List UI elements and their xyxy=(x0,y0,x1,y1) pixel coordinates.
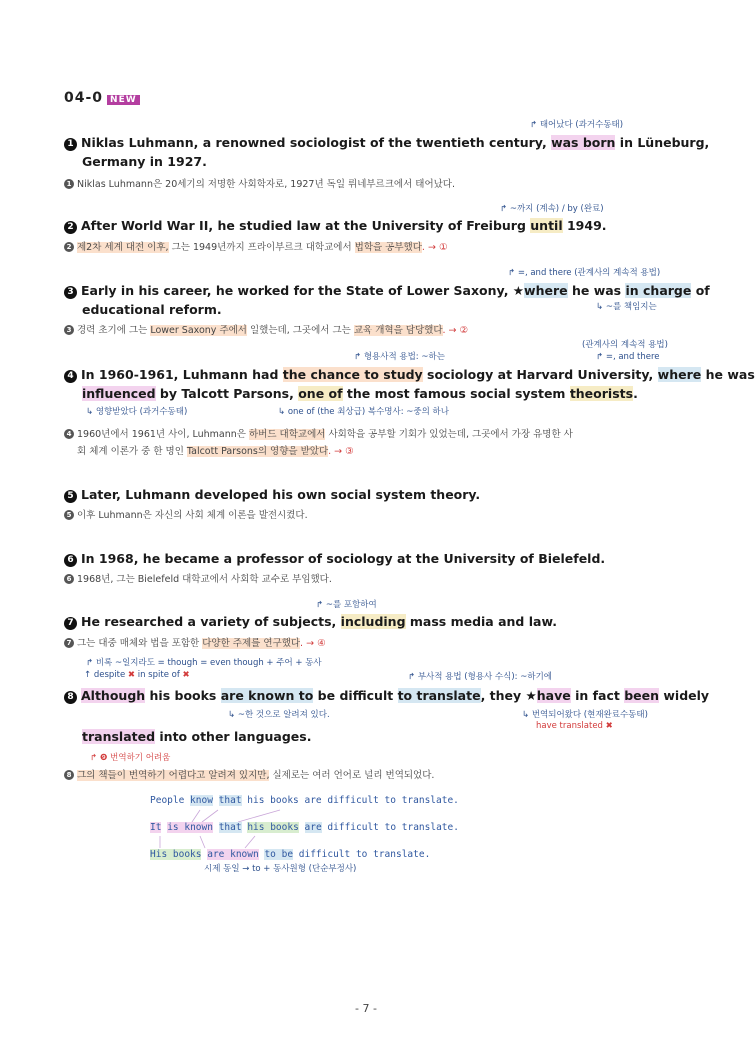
d1-sp xyxy=(213,795,219,806)
s2-line xyxy=(64,218,607,234)
s4-line2 xyxy=(82,386,638,401)
s8-note7: ↱ ❾ 번역하기 어려움 xyxy=(90,753,171,763)
d2-that: that xyxy=(218,822,242,833)
s8-note2-x1: ✖ xyxy=(127,670,136,680)
s3-k-number: 3 xyxy=(64,325,74,335)
s8-have: have xyxy=(536,688,571,703)
s5-line xyxy=(64,487,480,503)
s3-text-a: Early in his career, he worked for the State of Lower Saxony, ★ xyxy=(81,283,525,298)
s8-k-number: 8 xyxy=(64,770,74,780)
s8-note6-a: have translated xyxy=(536,721,606,731)
s4-one-of: one of xyxy=(298,386,343,401)
s8-text-d: be difficult xyxy=(313,688,398,703)
new-badge: NEW xyxy=(107,95,140,105)
s8-note6 xyxy=(536,721,613,731)
s8-number: 8 xyxy=(64,691,77,704)
s8-note5: ↳ 번역되어왔다 (현재완료수동태) xyxy=(522,710,648,720)
s4-note-e: ↳ one of (the 최상급) 복수명사: ~중의 하나 xyxy=(278,407,449,417)
s8-are-known-to: are known to xyxy=(220,688,314,703)
s4-influenced: influenced xyxy=(82,386,156,401)
s8-note2 xyxy=(84,670,190,680)
s7-line xyxy=(64,614,557,630)
s8-although: Although xyxy=(81,688,146,703)
s6-number: 6 xyxy=(64,554,77,567)
d1-rest: his books are difficult to translate. xyxy=(241,795,459,806)
s4-note-c: ↱ =, and there xyxy=(596,352,660,362)
s1-was-born: was born xyxy=(551,135,616,150)
s2-ko-b: 그는 1949년까지 프라이부르크 대학교에서 xyxy=(168,242,355,253)
s2-number: 2 xyxy=(64,221,77,234)
s3-ko-c: 일했는데, 그곳에서 그는 xyxy=(246,325,354,336)
diagram-row2 xyxy=(150,822,459,833)
s8-note1: ↱ 비록 ~일지라도 = though = even though + 주어 + 동사 xyxy=(86,658,322,668)
s8-note3: ↱ 부사적 용법 (형용사 수식): ~하기에 xyxy=(408,672,552,682)
s7-ko-a: 그는 대중 매체와 법을 포함한 xyxy=(77,638,203,649)
d1-people: People xyxy=(150,795,191,806)
s5-korean-text: 이후 Luhmann은 자신의 사회 체계 이론을 발전시켰다. xyxy=(77,510,308,521)
s2-ko-c: 법학을 공부했다 xyxy=(354,242,422,253)
s3-note1: ↱ =, and there (관계사의 계속적 용법) xyxy=(508,268,661,278)
s8-ko-a: 그의 책들이 번역하기 어렵다고 알려져 있지만, xyxy=(77,770,270,781)
s4-note-d: ↳ 영향받았다 (과거수동태) xyxy=(86,407,188,417)
s8-text-j: widely xyxy=(659,688,710,703)
s6-korean xyxy=(64,571,332,585)
s8-line2 xyxy=(82,729,311,744)
s4-note-a: ↱ 형용사적 용법: ~하는 xyxy=(354,352,445,362)
s7-ko-c: . → ④ xyxy=(300,638,326,649)
s1-line1 xyxy=(64,135,709,151)
s4-text-c: sociology at Harvard University, xyxy=(422,367,658,382)
s1-note: ↱ 태어났다 (과거수동태) xyxy=(530,120,624,130)
s4-theorists: theorists xyxy=(569,386,634,401)
s2-ko-a: 제2차 세계 대전 이후, xyxy=(77,242,169,253)
s4-text-i: the most famous social system xyxy=(342,386,570,401)
lesson-code-text: 04-0 xyxy=(64,90,104,106)
s1-korean xyxy=(64,176,455,190)
s4-ko2-a: 회 체계 이론가 중 한 명인 xyxy=(77,446,187,457)
d2-are: are xyxy=(304,822,322,833)
s5-k-number: 5 xyxy=(64,510,74,520)
d2-it: It xyxy=(150,822,162,833)
s8-been: been xyxy=(624,688,660,703)
s5-text: Later, Luhmann developed his own social system theory. xyxy=(81,487,481,502)
s8-text-l2b: into other languages. xyxy=(155,729,312,744)
s8-ko-b: 실제로는 여러 언어로 널리 번역되었다. xyxy=(269,770,435,781)
d2-is-known: is known xyxy=(167,822,213,833)
s8-text-f: , they ★ xyxy=(480,688,537,703)
d1-that: that xyxy=(218,795,242,806)
s7-note: ↱ ~를 포함하여 xyxy=(316,600,377,610)
diagram-note: 시제 동일 → to + 동사원형 (단순부정사) xyxy=(204,864,357,874)
s1-text-a: Niklas Luhmann, a renowned sociologist of the twentieth century, xyxy=(81,135,552,150)
s3-note2: ↳ ~를 책임지는 xyxy=(596,302,657,312)
d3-are-known: are known xyxy=(207,849,259,860)
s3-line2: educational reform. xyxy=(82,302,222,317)
s8-note2-a: ↑ despite xyxy=(84,670,128,680)
s8-text-h: in fact xyxy=(570,688,625,703)
s8-note2-c: in spite of xyxy=(135,670,183,680)
s7-k-number: 7 xyxy=(64,638,74,648)
d3-his-books: His books xyxy=(150,849,202,860)
s3-text-e: of xyxy=(691,283,710,298)
s1-line2: Germany in 1927. xyxy=(82,154,207,169)
s6-text: In 1968, he became a professor of sociology at the University of Bielefeld. xyxy=(81,551,606,566)
s3-text-c: he was xyxy=(567,283,626,298)
s7-including: including xyxy=(340,614,406,629)
page-number: - 7 - xyxy=(355,1002,377,1015)
s3-ko-a: 경력 초기에 그는 xyxy=(77,325,151,336)
s4-text-a: In 1960-1961, Luhmann had xyxy=(81,367,283,382)
s2-text-a: After World War II, he studied law at the University of Freiburg xyxy=(81,218,531,233)
s4-korean2 xyxy=(77,443,354,457)
s5-korean xyxy=(64,507,308,521)
s2-k-number: 2 xyxy=(64,242,74,252)
s8-note6-x: ✖ xyxy=(605,721,613,731)
s2-until: until xyxy=(530,218,563,233)
s2-text-c: 1949. xyxy=(562,218,607,233)
s8-korean xyxy=(64,767,434,781)
s8-line1 xyxy=(64,688,709,704)
s4-note-b: (관계사의 계속적 용법) xyxy=(582,340,668,350)
s8-note2-x2: ✖ xyxy=(182,670,190,680)
s4-text-e: he was xyxy=(701,367,755,382)
s4-where: where xyxy=(657,367,702,382)
s4-number: 4 xyxy=(64,370,77,383)
s7-ko-b: 다양한 주제를 연구했다 xyxy=(202,638,301,649)
s4-ko1-a: 1960년에서 1961년 사이, Luhmann은 xyxy=(77,429,249,440)
s3-korean xyxy=(64,322,468,336)
s3-ko-b: Lower Saxony 주에서 xyxy=(150,325,247,336)
s7-korean xyxy=(64,635,326,649)
s3-ko-e: . → ② xyxy=(442,325,469,336)
s3-where: where xyxy=(524,283,568,298)
s5-number: 5 xyxy=(64,490,77,503)
s4-text-k: . xyxy=(633,386,638,401)
d2-rest: difficult to translate. xyxy=(321,822,459,833)
s7-text-a: He researched a variety of subjects, xyxy=(81,614,341,629)
s4-text-g: by Talcott Parsons, xyxy=(155,386,299,401)
s6-korean-text: 1968년, 그는 Bielefeld 대학교에서 사회학 교수로 부임했다. xyxy=(77,574,332,585)
s7-number: 7 xyxy=(64,617,77,630)
s4-ko2-b: Talcott Parsons의 영향을 받았다 xyxy=(186,446,329,457)
s4-k-number: 4 xyxy=(64,429,74,439)
s8-to-translate: to translate xyxy=(397,688,481,703)
s4-ko1-b: 하버드 대학교에서 xyxy=(248,429,326,440)
s2-note: ↱ ~까지 (계속) / by (완료) xyxy=(500,204,604,214)
d3-rest: difficult to translate. xyxy=(293,849,431,860)
d2-his-books: his books xyxy=(247,822,299,833)
s4-ko1-c: 사회학을 공부할 기회가 있었는데, 그곳에서 가장 유명한 사 xyxy=(325,429,573,440)
s3-ko-d: 교육 개혁을 담당했다 xyxy=(353,325,443,336)
diagram-row3 xyxy=(150,849,430,860)
d2-sp2 xyxy=(213,822,219,833)
s3-line1 xyxy=(64,283,710,299)
s1-number: 1 xyxy=(64,138,77,151)
s8-note4: ↳ ~한 것으로 알려져 있다. xyxy=(228,710,330,720)
s1-text-c: in Lüneburg, xyxy=(615,135,710,150)
s2-korean xyxy=(64,239,447,253)
s8-text-b: his books xyxy=(145,688,221,703)
d3-to-be: to be xyxy=(264,849,294,860)
diagram-row1 xyxy=(150,795,459,806)
s4-korean1 xyxy=(64,426,573,440)
s4-chance: the chance to study xyxy=(282,367,423,382)
s8-translated: translated xyxy=(82,729,156,744)
s1-korean-text: Niklas Luhmann은 20세기의 저명한 사회학자로, 1927년 독일 뤼네부르크에서 태어났다. xyxy=(77,179,456,190)
s4-ko2-c: . → ③ xyxy=(328,446,354,457)
s4-line1 xyxy=(64,367,755,383)
d1-know: know xyxy=(190,795,213,806)
d2-sp4 xyxy=(299,822,305,833)
s1-k-number: 1 xyxy=(64,179,74,189)
lesson-code xyxy=(64,90,140,106)
s2-ko-d: . → ① xyxy=(421,242,448,253)
s3-number: 3 xyxy=(64,286,77,299)
s6-line xyxy=(64,551,605,567)
s3-in-charge: in charge xyxy=(625,283,692,298)
s7-text-c: mass media and law. xyxy=(405,614,557,629)
s6-k-number: 6 xyxy=(64,574,74,584)
